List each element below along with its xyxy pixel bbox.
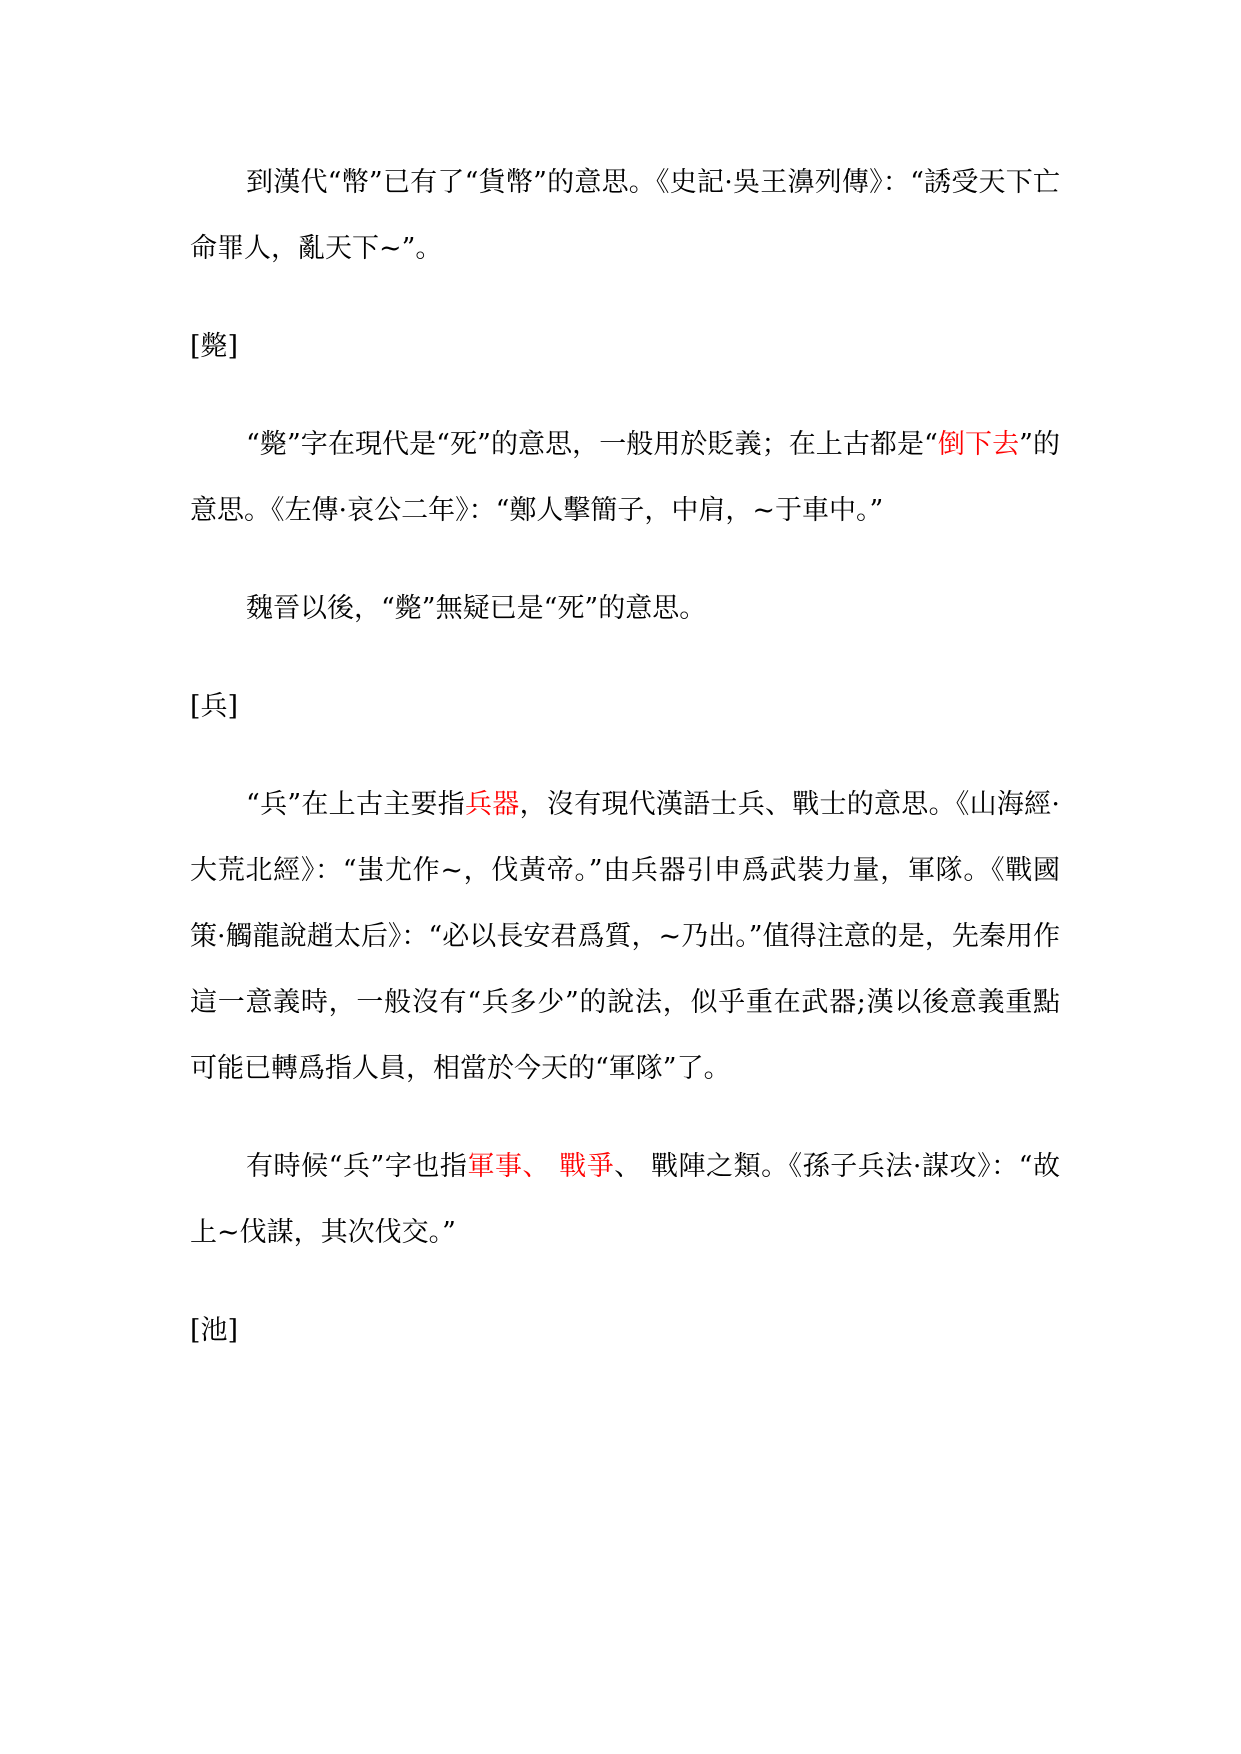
entry-heading	[190, 1298, 1060, 1364]
highlighted-text: 軍事、 戰爭	[467, 1151, 615, 1182]
text-segment: 魏晉以後，“斃”無疑已是“死”的意思。	[246, 593, 707, 624]
text-segment: [斃]	[190, 331, 239, 362]
text-segment: “斃”字在現代是“死”的意思，一般用於貶義；在上古都是“	[246, 429, 938, 460]
text-segment: 、 戰陣之類。《孫子兵法·謀攻》：“故上~伐謀，其次伐交。”	[190, 1151, 1060, 1248]
text-segment: “兵”在上古主要指	[246, 789, 466, 820]
entry-heading	[190, 314, 1060, 380]
paragraph	[190, 150, 1060, 282]
paragraph	[190, 576, 1060, 642]
text-segment: [池]	[190, 1315, 239, 1346]
text-segment: 到漢代“幣”已有了“貨幣”的意思。《史記·吳王濞列傳》：“誘受天下亡命罪人，亂天下~”。	[190, 167, 1060, 264]
text-segment: 有時候“兵”字也指	[246, 1151, 468, 1182]
paragraph	[190, 412, 1060, 544]
entry-heading	[190, 674, 1060, 740]
document-page	[190, 150, 1060, 1396]
paragraph	[190, 1134, 1060, 1266]
text-segment: [兵]	[190, 691, 239, 722]
paragraph	[190, 772, 1060, 1102]
highlighted-text: 兵器	[465, 789, 520, 820]
text-segment: ，沒有現代漢語士兵、戰士的意思。《山海經·大荒北經》：“蚩尤作~，伐黃帝。”由兵器引申爲武裝力量，軍隊。《戰國策·觸龍說趙太后》：“必以長安君爲質，~乃出。”值得注意的是，先秦用作這一意義時，一般沒有“兵多少”的說法，似乎重在武器;漢以後意義重點可能已轉爲指人員，相當於今天的“軍隊”了。	[190, 789, 1060, 1084]
text-segment: ”的意思。《左傳·哀公二年》：“鄭人擊簡子，中肩，~于車中。”	[190, 429, 1061, 526]
highlighted-text: 倒下去	[937, 429, 1020, 460]
